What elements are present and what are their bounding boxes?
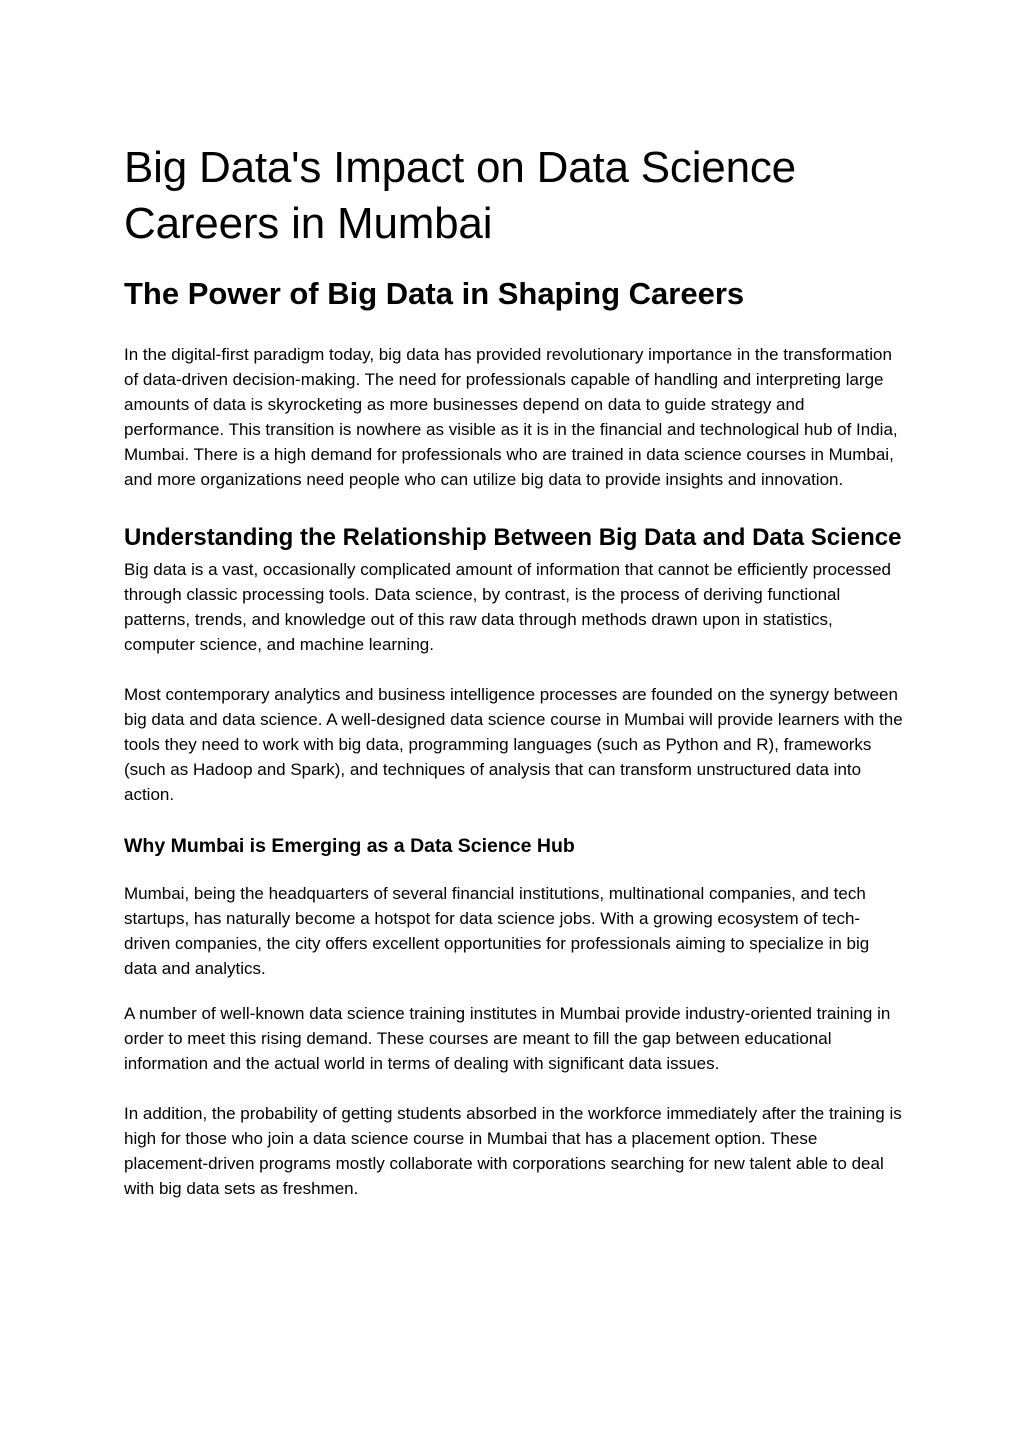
paragraph: Big data is a vast, occasionally complicated amount of information that cannot be efficiently processed through classic processing tools. Data science, by contrast, is the process of deriving functional patterns, trends, and knowledge out of this raw data through methods drawn upon in statistics, computer science, and machine learning. bbox=[124, 560, 892, 654]
document-title: Big Data's Impact on Data Science Careers in Mumbai bbox=[124, 143, 796, 248]
section-heading-mumbai-hub: Why Mumbai is Emerging as a Data Science Hub bbox=[124, 835, 575, 857]
paragraph: In addition, the probability of getting students absorbed in the workforce immediately after the training is high for those who join a data science course in Mumbai that has a placement option. These placement-driven programs mostly collaborate with corporations searching for new talent able to deal with big data sets as freshmen. bbox=[124, 1104, 902, 1198]
paragraph: Most contemporary analytics and business intelligence processes are founded on the synergy between big data and data science. A well-designed data science course in Mumbai will provide learners with the tools they need to work with big data, programming languages (such as Python and R), frameworks (such as Hadoop and Spark), and techniques of analysis that can transform unstructured data into action. bbox=[124, 685, 903, 804]
paragraph: A number of well-known data science training institutes in Mumbai provide industry-oriented training in order to meet this rising demand. These courses are meant to fill the gap between educational information and the actual world in terms of dealing with significant data issues. bbox=[124, 1004, 891, 1073]
section-heading-power-of-big-data: The Power of Big Data in Shaping Careers bbox=[124, 276, 745, 311]
paragraph: In the digital-first paradigm today, big data has provided revolutionary importance in the transformation of data-driven decision-making. The need for professionals capable of handling and interpreting large amounts of data is skyrocketing as more businesses depend on data to guide strategy and performance. This transition is nowhere as visible as it is in the financial and technological hub of India, Mumbai. There is a high demand for professionals who are trained in data science courses in Mumbai, and more organizations need people who can utilize big data to provide insights and innovation. bbox=[124, 345, 898, 489]
paragraph: Mumbai, being the headquarters of several financial institutions, multinational companies, and tech startups, has naturally become a hotspot for data science jobs. With a growing ecosystem of tech-driven companies, the city offers excellent opportunities for professionals aiming to specialize in big data and analytics. bbox=[124, 884, 870, 978]
section-heading-relationship: Understanding the Relationship Between Big Data and Data Science bbox=[124, 524, 902, 551]
document-page bbox=[124, 140, 904, 1201]
